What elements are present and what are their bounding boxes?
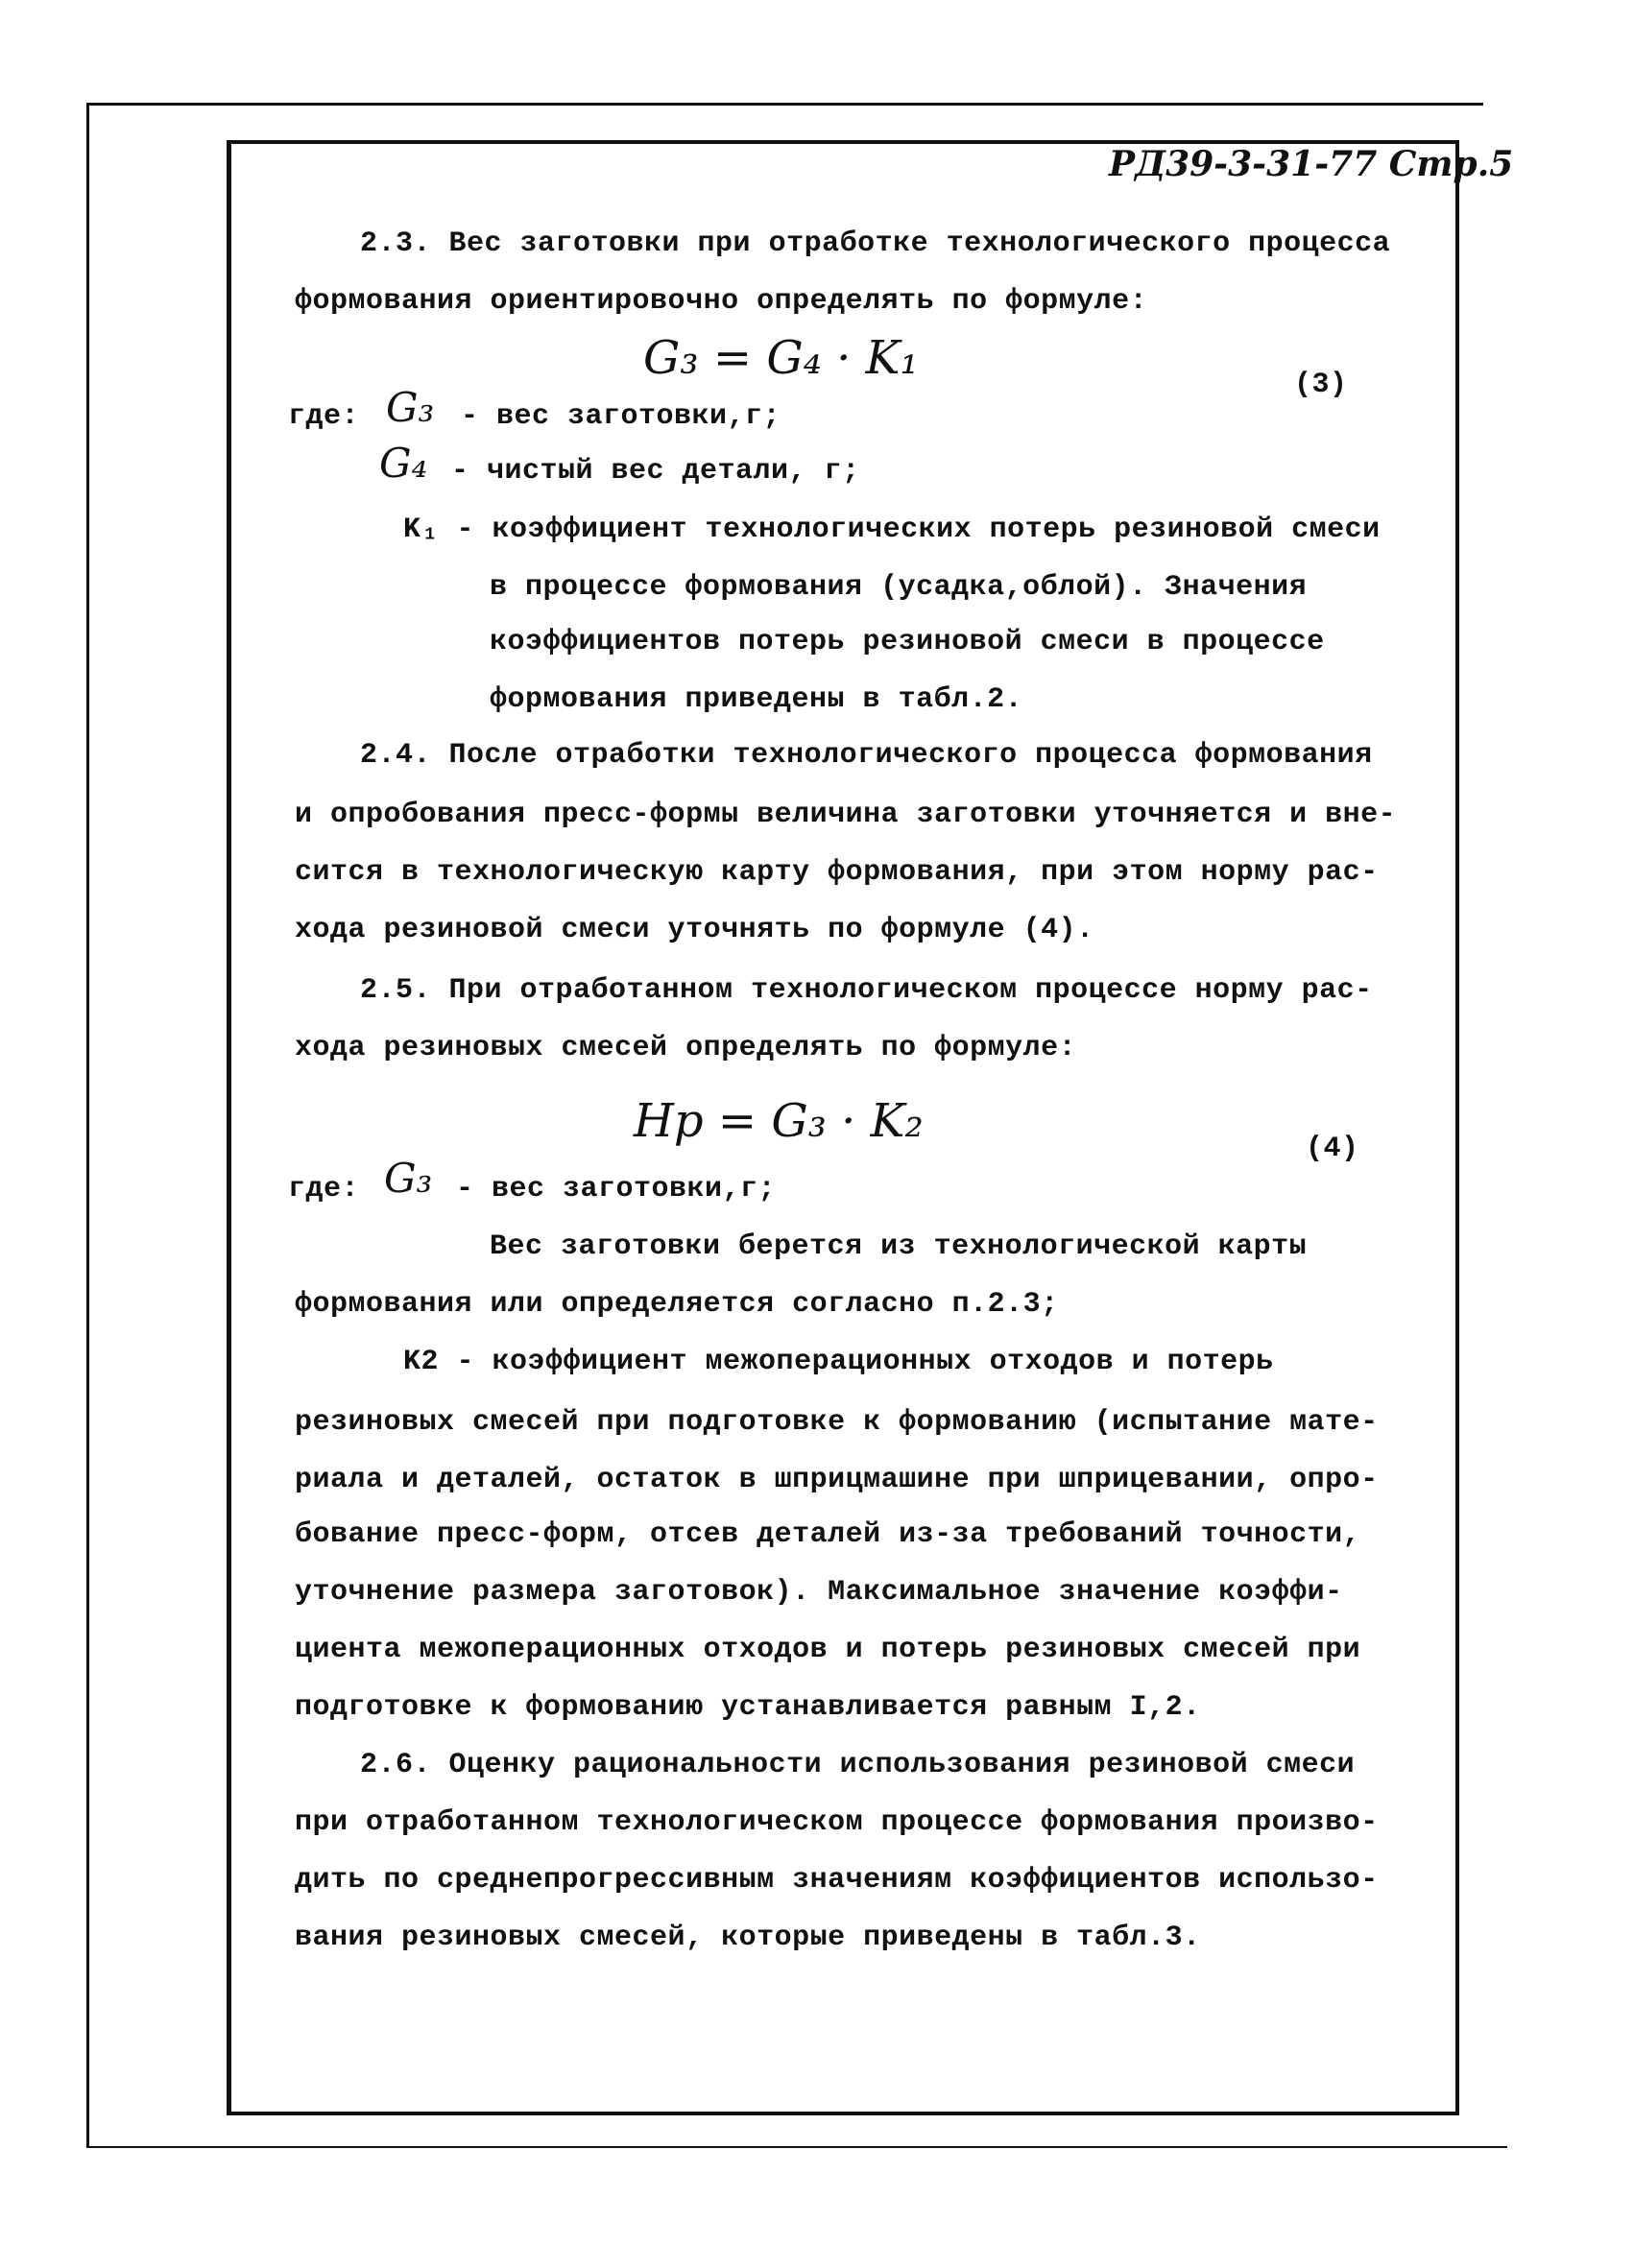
formula-4: Hp = G₃ · K₂ <box>634 1094 924 1148</box>
text-line: формования приведены в табл.2. <box>490 683 1023 716</box>
outer-left-line <box>86 103 89 2147</box>
text-line: уточнение размера заготовок). Максимальное значение коэффи- <box>295 1576 1343 1609</box>
symbol-g3: G₃ <box>384 1155 433 1202</box>
text-line: формования или определяется согласно п.2.3; <box>295 1288 1059 1321</box>
text-line: вания резиновых смесей, которые приведены в табл.3. <box>295 1922 1201 1954</box>
text-line: сится в технологическую карту формования, при этом норму рас- <box>295 856 1379 889</box>
formula-3-number: (3) <box>1294 369 1348 401</box>
text-line: K₁ - коэффициент технологических потерь резиновой смеси <box>403 513 1381 546</box>
text-line: 2.3. Вес заготовки при отработке технологического процесса <box>360 227 1391 260</box>
text-line: резиновых смесей при подготовке к формованию (испытание мате- <box>295 1406 1379 1439</box>
outer-top-line <box>86 103 1483 106</box>
text-line: K2 - коэффициент межоперационных отходов и потерь <box>403 1346 1274 1378</box>
text-line: Вес заготовки берется из технологической карты <box>490 1230 1308 1263</box>
text-line: 2.6. Оценку рациональности использования резиновой смеси <box>360 1749 1356 1781</box>
text-line: коэффициентов потерь резиновой смеси в процессе <box>490 626 1325 658</box>
text-line: бование пресс-форм, отсев деталей из-за требований точности, <box>295 1518 1361 1551</box>
text-line: 2.5. При отработанном технологическом процессе норму рас- <box>360 974 1373 1007</box>
symbol-g3: G₃ <box>386 384 435 431</box>
text-line: хода резиновой смеси уточнять по формуле (4). <box>295 914 1094 946</box>
text-line: в процессе формования (усадка,облой). Значения <box>490 571 1308 604</box>
text-line: - чистый вес детали, г; <box>451 455 860 488</box>
text-line: подготовке к формованию устанавливается равным I,2. <box>295 1691 1201 1724</box>
symbol-g4: G₄ <box>379 440 428 487</box>
text-line: где: <box>288 400 360 433</box>
text-line: где: <box>288 1173 360 1206</box>
text-line: циента межоперационных отходов и потерь резиновых смесей при <box>295 1634 1361 1666</box>
text-line: при отработанном технологическом процессе формования произво- <box>295 1806 1379 1839</box>
formula-3: G₃ = G₄ · K₁ <box>643 331 919 385</box>
text-line: хода резиновых смесей определять по формуле: <box>295 1032 1077 1064</box>
text-line: - вес заготовки,г; <box>461 400 781 433</box>
text-line: формования ориентировочно определять по формуле: <box>295 285 1148 318</box>
text-line: 2.4. После отработки технологического процесса формования <box>360 739 1373 772</box>
document-reference: РД39-3-31-77 Стр.5 <box>1109 144 1514 184</box>
text-line: риала и деталей, остаток в шприцмашине при шприцевании, опро- <box>295 1464 1379 1496</box>
text-line: - вес заготовки,г; <box>456 1173 777 1206</box>
formula-4-number: (4) <box>1306 1133 1359 1165</box>
outer-bottom-line <box>86 2146 1507 2148</box>
text-line: и опробования пресс-формы величина заготовки уточняется и вне- <box>295 799 1397 831</box>
text-line: дить по среднепрогрессивным значениям коэффициентов использо- <box>295 1864 1379 1897</box>
